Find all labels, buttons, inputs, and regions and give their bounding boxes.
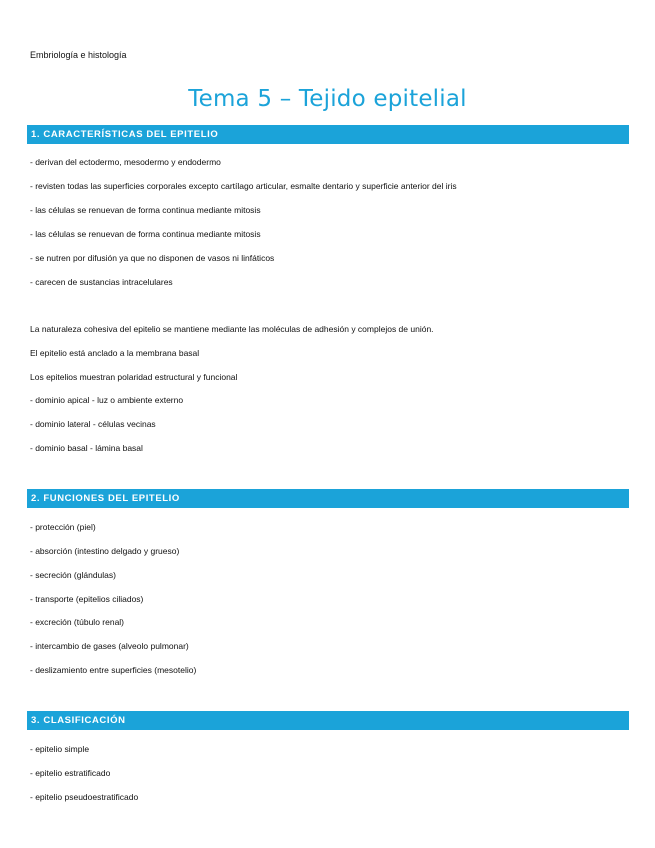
section-heading-funciones: 2. FUNCIONES DEL EPITELIO xyxy=(27,489,629,508)
paragraph: El epitelio está anclado a la membrana basal xyxy=(30,348,200,358)
list-item: - dominio basal - lámina basal xyxy=(30,443,143,453)
list-item: - se nutren por difusión ya que no disponen de vasos ni linfáticos xyxy=(30,253,275,263)
list-item: - excreción (túbulo renal) xyxy=(30,617,125,627)
document-header: Embriología e histología xyxy=(30,50,127,60)
list-item: - epitelio pseudoestratificado xyxy=(30,792,139,802)
list-item: - derivan del ectodermo, mesodermo y endodermo xyxy=(30,157,221,167)
list-item: - revisten todas las superficies corporales excepto cartílago articular, esmalte dentario y superficie anterior del iris xyxy=(30,181,457,191)
list-item: - transporte (epitelios ciliados) xyxy=(30,594,144,604)
list-item: - epitelio estratificado xyxy=(30,768,111,778)
list-item: - deslizamiento entre superficies (mesotelio) xyxy=(30,665,197,675)
list-item: - secreción (glándulas) xyxy=(30,570,116,580)
list-item: - las células se renuevan de forma continua mediante mitosis xyxy=(30,205,261,215)
list-item: - dominio lateral - células vecinas xyxy=(30,419,156,429)
list-item: - carecen de sustancias intracelulares xyxy=(30,277,173,287)
section-heading-caracteristicas: 1. CARACTERÍSTICAS DEL EPITELIO xyxy=(27,125,629,144)
list-item: - epitelio simple xyxy=(30,744,90,754)
paragraph: Los epitelios muestran polaridad estructural y funcional xyxy=(30,372,238,382)
list-item: - protección (piel) xyxy=(30,522,96,532)
paragraph: La naturaleza cohesiva del epitelio se mantiene mediante las moléculas de adhesión y complejos de unión. xyxy=(30,324,434,334)
list-item: - intercambio de gases (alveolo pulmonar) xyxy=(30,641,189,651)
list-item: - dominio apical - luz o ambiente externo xyxy=(30,395,184,405)
page-title: Tema 5 – Tejido epitelial xyxy=(188,86,467,112)
list-item: - las células se renuevan de forma continua mediante mitosis xyxy=(30,229,261,239)
list-item: - absorción (intestino delgado y grueso) xyxy=(30,546,180,556)
section-heading-clasificacion: 3. CLASIFICACIÓN xyxy=(27,711,629,730)
